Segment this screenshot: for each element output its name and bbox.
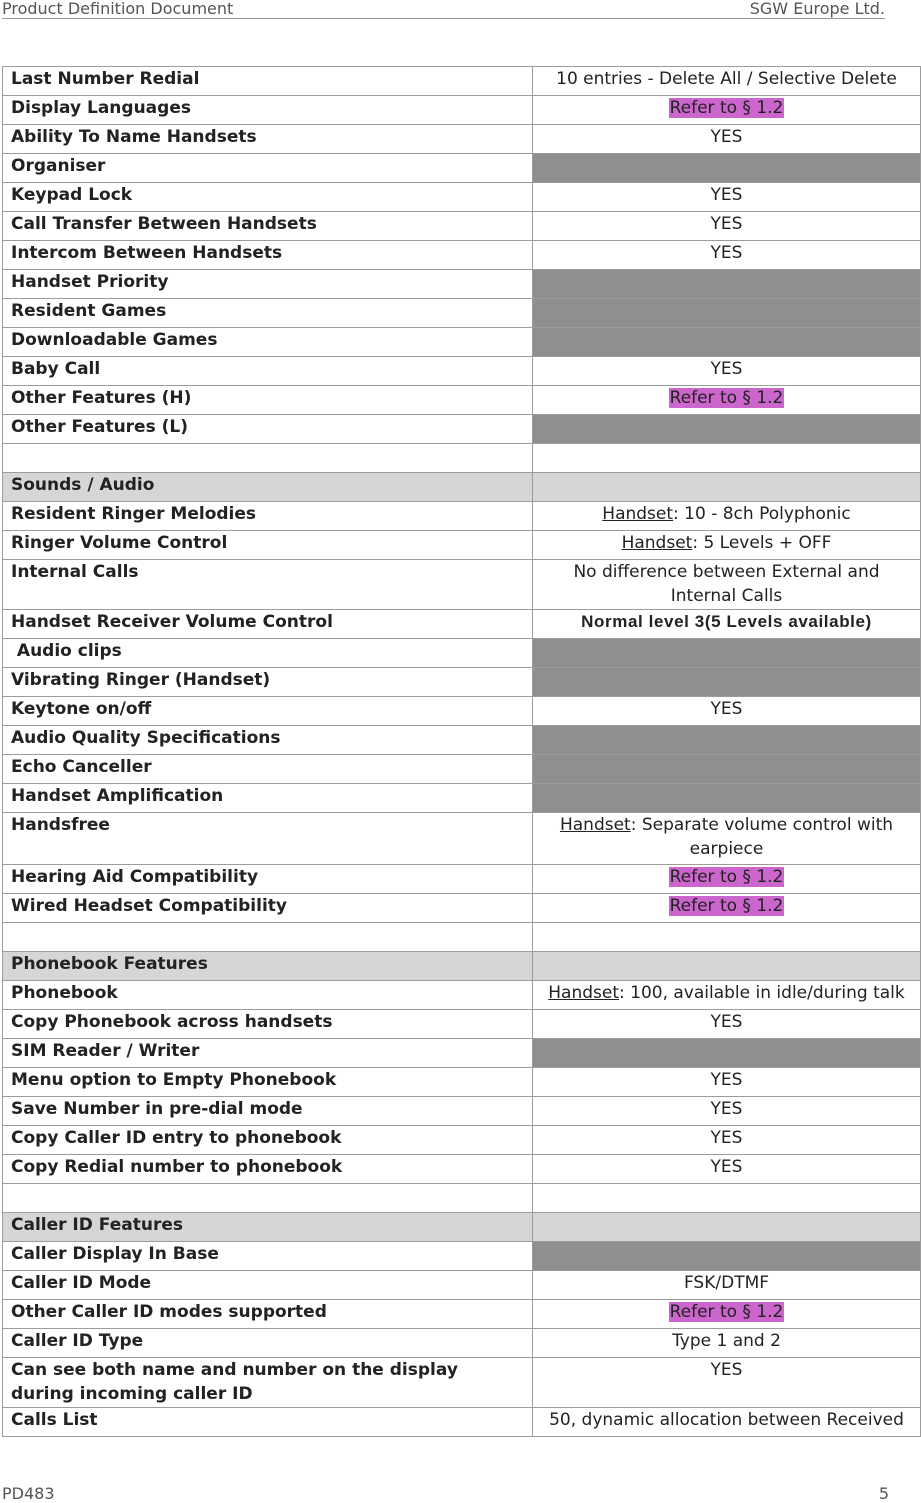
table-row: [3, 125, 921, 154]
feature-label: Hearing Aid Compatibility: [3, 865, 533, 894]
feature-label: Handset Amplification: [3, 784, 533, 813]
table-row: [3, 668, 921, 697]
feature-value: FSK/DTMF: [533, 1271, 921, 1300]
table-row: [3, 755, 921, 784]
feature-label: Keytone on/off: [3, 697, 533, 726]
feature-label: Vibrating Ringer (Handset): [3, 668, 533, 697]
table-row: [3, 865, 921, 894]
feature-label: Intercom Between Handsets: [3, 241, 533, 270]
not-applicable-cell: [533, 154, 921, 183]
feature-label: Handset Priority: [3, 270, 533, 299]
feature-label: Downloadable Games: [3, 328, 533, 357]
device-prefix: Handset: [621, 533, 693, 553]
section-row: [3, 952, 921, 981]
page-header: [2, 0, 885, 19]
feature-label: Audio clips: [3, 639, 533, 668]
feature-label: Caller Display In Base: [3, 1242, 533, 1271]
table-row: [3, 1242, 921, 1271]
feature-value-cell: [533, 531, 921, 560]
table-row: [3, 67, 921, 96]
table-row: [3, 639, 921, 668]
table-row: [3, 1271, 921, 1300]
table-row: [3, 1408, 921, 1437]
feature-value: : 100, available in idle/during talk: [619, 983, 905, 1003]
document-title: Product Definition Document: [2, 0, 234, 18]
section-cell: [533, 952, 921, 981]
feature-value: YES: [533, 1010, 921, 1039]
section-title: Caller ID Features: [3, 1213, 533, 1242]
feature-label: Resident Games: [3, 299, 533, 328]
feature-label: Can see both name and number on the display during incoming caller ID: [3, 1358, 533, 1408]
not-applicable-cell: [533, 668, 921, 697]
feature-label: Internal Calls: [3, 560, 533, 610]
feature-value: YES: [533, 357, 921, 386]
feature-label: Save Number in pre-dial mode: [3, 1097, 533, 1126]
table-row: [3, 1126, 921, 1155]
feature-label: Ringer Volume Control: [3, 531, 533, 560]
feature-value-cell: [533, 96, 921, 125]
table-row: [3, 697, 921, 726]
feature-value-cell: [533, 894, 921, 923]
section-title: Sounds / Audio: [3, 473, 533, 502]
feature-value: YES: [533, 697, 921, 726]
feature-value: YES: [533, 1126, 921, 1155]
feature-value-cell: [533, 865, 921, 894]
feature-value-cell: [533, 813, 921, 865]
not-applicable-cell: [533, 270, 921, 299]
table-row: [3, 531, 921, 560]
table-row: [3, 610, 921, 639]
feature-value: 10 entries - Delete All / Selective Delete: [533, 67, 921, 96]
section-reference: Refer to § 1.2: [669, 896, 784, 916]
empty-cell: [3, 923, 533, 952]
empty-cell: [533, 1184, 921, 1213]
feature-label: Keypad Lock: [3, 183, 533, 212]
feature-label: Copy Redial number to phonebook: [3, 1155, 533, 1184]
section-reference: Refer to § 1.2: [669, 867, 784, 887]
table-row: [3, 1300, 921, 1329]
not-applicable-cell: [533, 328, 921, 357]
section-cell: [533, 1213, 921, 1242]
table-row: [3, 1039, 921, 1068]
table-row: [3, 784, 921, 813]
not-applicable-cell: [533, 784, 921, 813]
table-row: [3, 981, 921, 1010]
feature-label: Baby Call: [3, 357, 533, 386]
feature-value: YES: [533, 1097, 921, 1126]
feature-label: Organiser: [3, 154, 533, 183]
feature-label: Audio Quality Specifications: [3, 726, 533, 755]
spacer-row: [3, 923, 921, 952]
feature-label: Caller ID Type: [3, 1329, 533, 1358]
feature-value: YES: [533, 183, 921, 212]
table-row: [3, 357, 921, 386]
empty-cell: [3, 1184, 533, 1213]
table-row: [3, 1068, 921, 1097]
table-row: [3, 1010, 921, 1039]
feature-label: Handsfree: [3, 813, 533, 865]
feature-value: No difference between External and Internal Calls: [533, 560, 921, 610]
feature-value: 50, dynamic allocation between Received: [533, 1408, 921, 1437]
section-row: [3, 473, 921, 502]
spacer-row: [3, 1184, 921, 1213]
feature-value: YES: [533, 1155, 921, 1184]
feature-label: Ability To Name Handsets: [3, 125, 533, 154]
table-row: [3, 270, 921, 299]
not-applicable-cell: [533, 415, 921, 444]
section-title: Phonebook Features: [3, 952, 533, 981]
feature-label: Resident Ringer Melodies: [3, 502, 533, 531]
table-row: [3, 502, 921, 531]
feature-value-cell: [533, 502, 921, 531]
device-prefix: Handset: [602, 504, 674, 524]
feature-label: Handset Receiver Volume Control: [3, 610, 533, 639]
feature-label: Calls List: [3, 1408, 533, 1437]
table-row: [3, 1358, 921, 1408]
feature-value: YES: [533, 241, 921, 270]
feature-value: YES: [533, 125, 921, 154]
feature-label: Call Transfer Between Handsets: [3, 212, 533, 241]
feature-label: Menu option to Empty Phonebook: [3, 1068, 533, 1097]
spacer-row: [3, 444, 921, 473]
table-row: [3, 299, 921, 328]
feature-label: Wired Headset Compatibility: [3, 894, 533, 923]
table-row: [3, 1097, 921, 1126]
device-prefix: Handset: [548, 983, 619, 1003]
company-name: SGW Europe Ltd.: [749, 0, 885, 18]
not-applicable-cell: [533, 299, 921, 328]
feature-value: : Separate volume control with earpiece: [630, 815, 894, 859]
table-row: [3, 328, 921, 357]
feature-label: SIM Reader / Writer: [3, 1039, 533, 1068]
feature-value-cell: [533, 981, 921, 1010]
page-number: 5: [878, 1484, 889, 1503]
feature-table: [2, 66, 921, 1437]
device-prefix: Handset: [559, 815, 631, 835]
feature-value: Normal level 3(5 Levels available): [533, 610, 921, 639]
feature-label: Other Caller ID modes supported: [3, 1300, 533, 1329]
feature-value-cell: [533, 386, 921, 415]
feature-label: Last Number Redial: [3, 67, 533, 96]
table-row: [3, 813, 921, 865]
feature-label: Echo Canceller: [3, 755, 533, 784]
feature-value: Type 1 and 2: [533, 1329, 921, 1358]
empty-cell: [533, 444, 921, 473]
feature-value: : 5 Levels + OFF: [692, 533, 832, 553]
table-row: [3, 1329, 921, 1358]
not-applicable-cell: [533, 726, 921, 755]
table-row: [3, 894, 921, 923]
section-reference: Refer to § 1.2: [669, 388, 784, 408]
not-applicable-cell: [533, 1039, 921, 1068]
section-cell: [533, 473, 921, 502]
feature-label: Other Features (H): [3, 386, 533, 415]
document-code: PD483: [2, 1484, 55, 1503]
table-row: [3, 386, 921, 415]
not-applicable-cell: [533, 755, 921, 784]
feature-value: : 10 - 8ch Polyphonic: [673, 504, 851, 524]
feature-value-cell: [533, 1300, 921, 1329]
table-row: [3, 241, 921, 270]
feature-label: Other Features (L): [3, 415, 533, 444]
feature-value: YES: [533, 1068, 921, 1097]
feature-label: Caller ID Mode: [3, 1271, 533, 1300]
feature-value: YES: [533, 1358, 921, 1408]
section-row: [3, 1213, 921, 1242]
feature-label: Phonebook: [3, 981, 533, 1010]
table-row: [3, 96, 921, 125]
table-row: [3, 154, 921, 183]
table-row: [3, 183, 921, 212]
feature-value: YES: [533, 212, 921, 241]
table-row: [3, 1155, 921, 1184]
empty-cell: [3, 444, 533, 473]
feature-label: Copy Phonebook across handsets: [3, 1010, 533, 1039]
not-applicable-cell: [533, 639, 921, 668]
section-reference: Refer to § 1.2: [669, 98, 784, 118]
table-row: [3, 726, 921, 755]
not-applicable-cell: [533, 1242, 921, 1271]
table-row: [3, 560, 921, 610]
table-row: [3, 212, 921, 241]
feature-label: Copy Caller ID entry to phonebook: [3, 1126, 533, 1155]
table-row: [3, 415, 921, 444]
section-reference: Refer to § 1.2: [669, 1302, 784, 1322]
empty-cell: [533, 923, 921, 952]
feature-label: Display Languages: [3, 96, 533, 125]
